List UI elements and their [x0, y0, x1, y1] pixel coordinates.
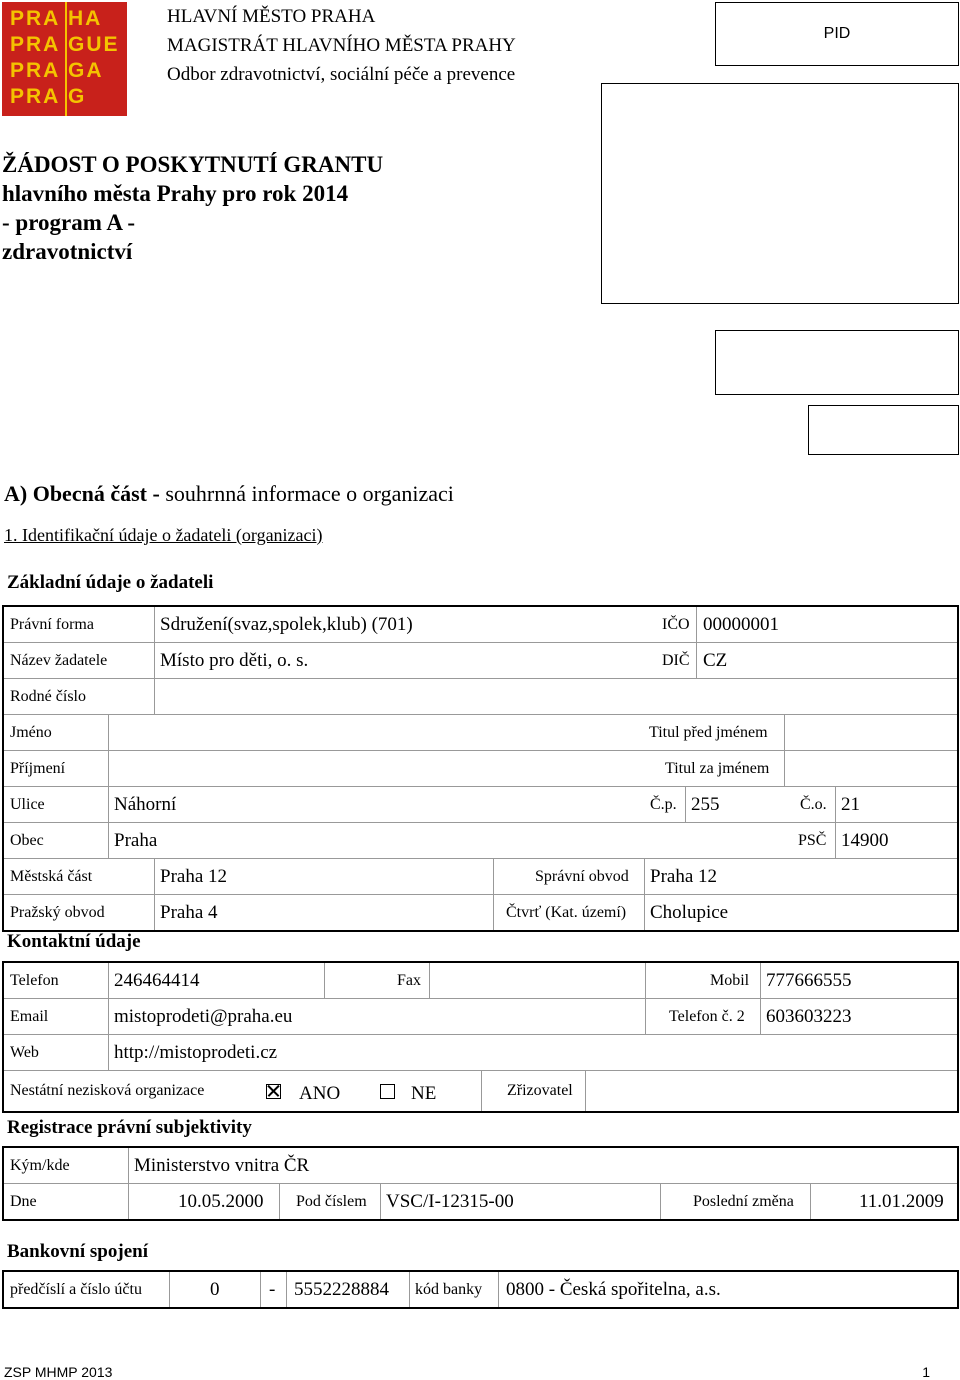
title-line: - program A -: [2, 210, 136, 235]
posledni-zmena-value[interactable]: 11.01.2009: [859, 1190, 944, 1212]
table-row: [4, 1070, 957, 1111]
table-row: [4, 858, 957, 894]
table-row: [4, 678, 957, 714]
dne-label: Dne: [10, 1192, 37, 1210]
table-row: [4, 714, 957, 750]
prazsky-obvod-label: Pražský obvod: [10, 903, 105, 921]
table-row: [4, 786, 957, 822]
titul-pred-label: Titul před jménem: [649, 723, 768, 741]
web-value[interactable]: http://mistoprodeti.cz: [114, 1041, 278, 1063]
stamp-box: [601, 83, 959, 304]
ctvrt-value[interactable]: Cholupice: [650, 901, 729, 923]
jmeno-label: Jméno: [10, 723, 52, 741]
telefon2-value[interactable]: 603603223: [766, 1005, 852, 1027]
logo-text: PRA: [10, 7, 61, 30]
table-row: [4, 1148, 957, 1183]
pravni-forma-label: Právní forma: [10, 615, 94, 633]
title-line: ŽÁDOST O POSKYTNUTÍ GRANTU: [2, 152, 384, 177]
checked-icon: [266, 1084, 281, 1099]
logo-text: HA: [68, 7, 103, 30]
section-a-rest: souhrnná informace o organizaci: [159, 481, 454, 506]
section-a-bold: A) Obecná část -: [4, 481, 160, 506]
zrizovatel-label: Zřizovatel: [507, 1082, 573, 1099]
spravni-obvod-label: Správní obvod: [535, 867, 629, 885]
logo-text: G: [68, 85, 87, 108]
pod-cislem-value[interactable]: VSC/I-12315-00: [386, 1190, 514, 1212]
basic-heading: Základní údaje o žadateli: [7, 572, 214, 593]
dic-value[interactable]: CZ: [703, 649, 728, 671]
table-row: [4, 822, 957, 858]
psc-value[interactable]: 14900: [841, 829, 889, 851]
bank-table: [2, 1270, 959, 1309]
logo-text: PRA: [10, 33, 61, 56]
ne-checkbox[interactable]: [380, 1071, 395, 1111]
table-row: [4, 998, 957, 1034]
registry-box: [715, 330, 959, 395]
logo-text: GUE: [68, 33, 120, 56]
table-row: [4, 894, 957, 930]
pravni-forma-value[interactable]: Sdružení(svaz,spolek,klub) (701): [160, 613, 413, 635]
web-label: Web: [10, 1043, 39, 1061]
mestska-cast-label: Městská část: [10, 867, 93, 885]
ano-label: ANO: [299, 1083, 341, 1104]
ico-value[interactable]: 00000001: [703, 613, 779, 635]
obec-value[interactable]: Praha: [114, 829, 158, 851]
kod-value[interactable]: 0800 - Česká spořitelna, a.s.: [506, 1278, 721, 1300]
telefon-label: Telefon: [10, 971, 59, 989]
telefon2-label: Telefon č. 2: [669, 1007, 745, 1025]
prague-logo: [2, 2, 127, 116]
header-authority: HLAVNÍ MĚSTO PRAHA: [167, 6, 376, 27]
ulice-value[interactable]: Náhorní: [114, 793, 177, 815]
co-value[interactable]: 21: [841, 793, 860, 815]
rodne-cislo-label: Rodné číslo: [10, 687, 86, 705]
number-box: [808, 405, 959, 455]
predcisli-value[interactable]: 0: [210, 1278, 220, 1300]
pod-cislem-label: Pod číslem: [296, 1192, 367, 1210]
page-number: 1: [922, 1364, 930, 1380]
table-row: [4, 963, 957, 998]
ucet-label: předčíslí a číslo účtu: [10, 1280, 142, 1298]
section-1-heading: 1. Identifikační údaje o žadateli (organizaci): [4, 525, 323, 545]
contact-table: [2, 961, 959, 1113]
ano-checkbox[interactable]: [266, 1071, 281, 1111]
nazev-label: Název žadatele: [10, 651, 108, 669]
table-row: [4, 1183, 957, 1219]
nno-label: Nestátní nezisková organizace: [10, 1082, 205, 1099]
kym-value[interactable]: Ministerstvo vnitra ČR: [134, 1154, 310, 1176]
prazsky-obvod-value[interactable]: Praha 4: [160, 901, 218, 923]
logo-text: PRA: [10, 59, 61, 82]
table-row: [4, 1272, 957, 1307]
co-label: Č.o.: [800, 795, 827, 813]
dne-value[interactable]: 10.05.2000: [178, 1190, 264, 1212]
email-value[interactable]: mistoprodeti@praha.eu: [114, 1005, 293, 1027]
header-magistrate: MAGISTRÁT HLAVNÍHO MĚSTA PRAHY: [167, 35, 516, 56]
mestska-cast-value[interactable]: Praha 12: [160, 865, 228, 887]
ico-label: IČO: [662, 615, 690, 633]
form-title: [2, 150, 383, 266]
account-dash: -: [269, 1278, 276, 1300]
basic-info-table: [2, 605, 959, 932]
registration-table: [2, 1146, 959, 1221]
header-department: Odbor zdravotnictví, sociální péče a prevence: [167, 64, 516, 85]
kod-label: kód banky: [415, 1280, 483, 1298]
title-line: zdravotnictví: [2, 239, 133, 264]
footer-code: ZSP MHMP 2013: [4, 1364, 113, 1380]
ne-label: NE: [411, 1083, 437, 1104]
email-label: Email: [10, 1007, 49, 1025]
dic-label: DIČ: [662, 651, 690, 669]
ulice-label: Ulice: [10, 795, 45, 813]
contact-heading: Kontaktní údaje: [7, 931, 141, 952]
table-row: [4, 1034, 957, 1070]
cislo-value[interactable]: 5552228884: [294, 1278, 389, 1300]
ctvrt-label: Čtvrť (Kat. území): [506, 903, 627, 921]
fax-label: Fax: [397, 971, 421, 989]
unchecked-icon: [380, 1084, 395, 1099]
title-line: hlavního města Prahy pro rok 2014: [2, 181, 349, 206]
registration-heading: Registrace právní subjektivity: [7, 1117, 252, 1138]
logo-text: PRA: [10, 85, 61, 108]
table-row: [4, 750, 957, 786]
pid-box: [715, 2, 959, 66]
cp-value[interactable]: 255: [691, 793, 720, 815]
pid-label: PID: [823, 25, 851, 42]
table-row: [4, 642, 957, 678]
nazev-value[interactable]: Místo pro děti, o. s.: [160, 649, 309, 671]
mobil-label: Mobil: [710, 971, 750, 989]
mobil-value[interactable]: 777666555: [766, 969, 852, 991]
psc-label: PSČ: [798, 831, 827, 849]
telefon-value[interactable]: 246464414: [114, 969, 200, 991]
cp-label: Č.p.: [650, 795, 677, 813]
section-a-heading: [4, 481, 454, 507]
obec-label: Obec: [10, 831, 44, 849]
posledni-zmena-label: Poslední změna: [693, 1192, 794, 1210]
bank-heading: Bankovní spojení: [7, 1241, 148, 1262]
prijmeni-label: Příjmení: [10, 759, 66, 777]
kym-label: Kým/kde: [10, 1156, 70, 1174]
spravni-obvod-value[interactable]: Praha 12: [650, 865, 718, 887]
logo-text: GA: [68, 59, 104, 82]
table-row: [4, 607, 957, 642]
titul-za-label: Titul za jménem: [665, 759, 770, 777]
